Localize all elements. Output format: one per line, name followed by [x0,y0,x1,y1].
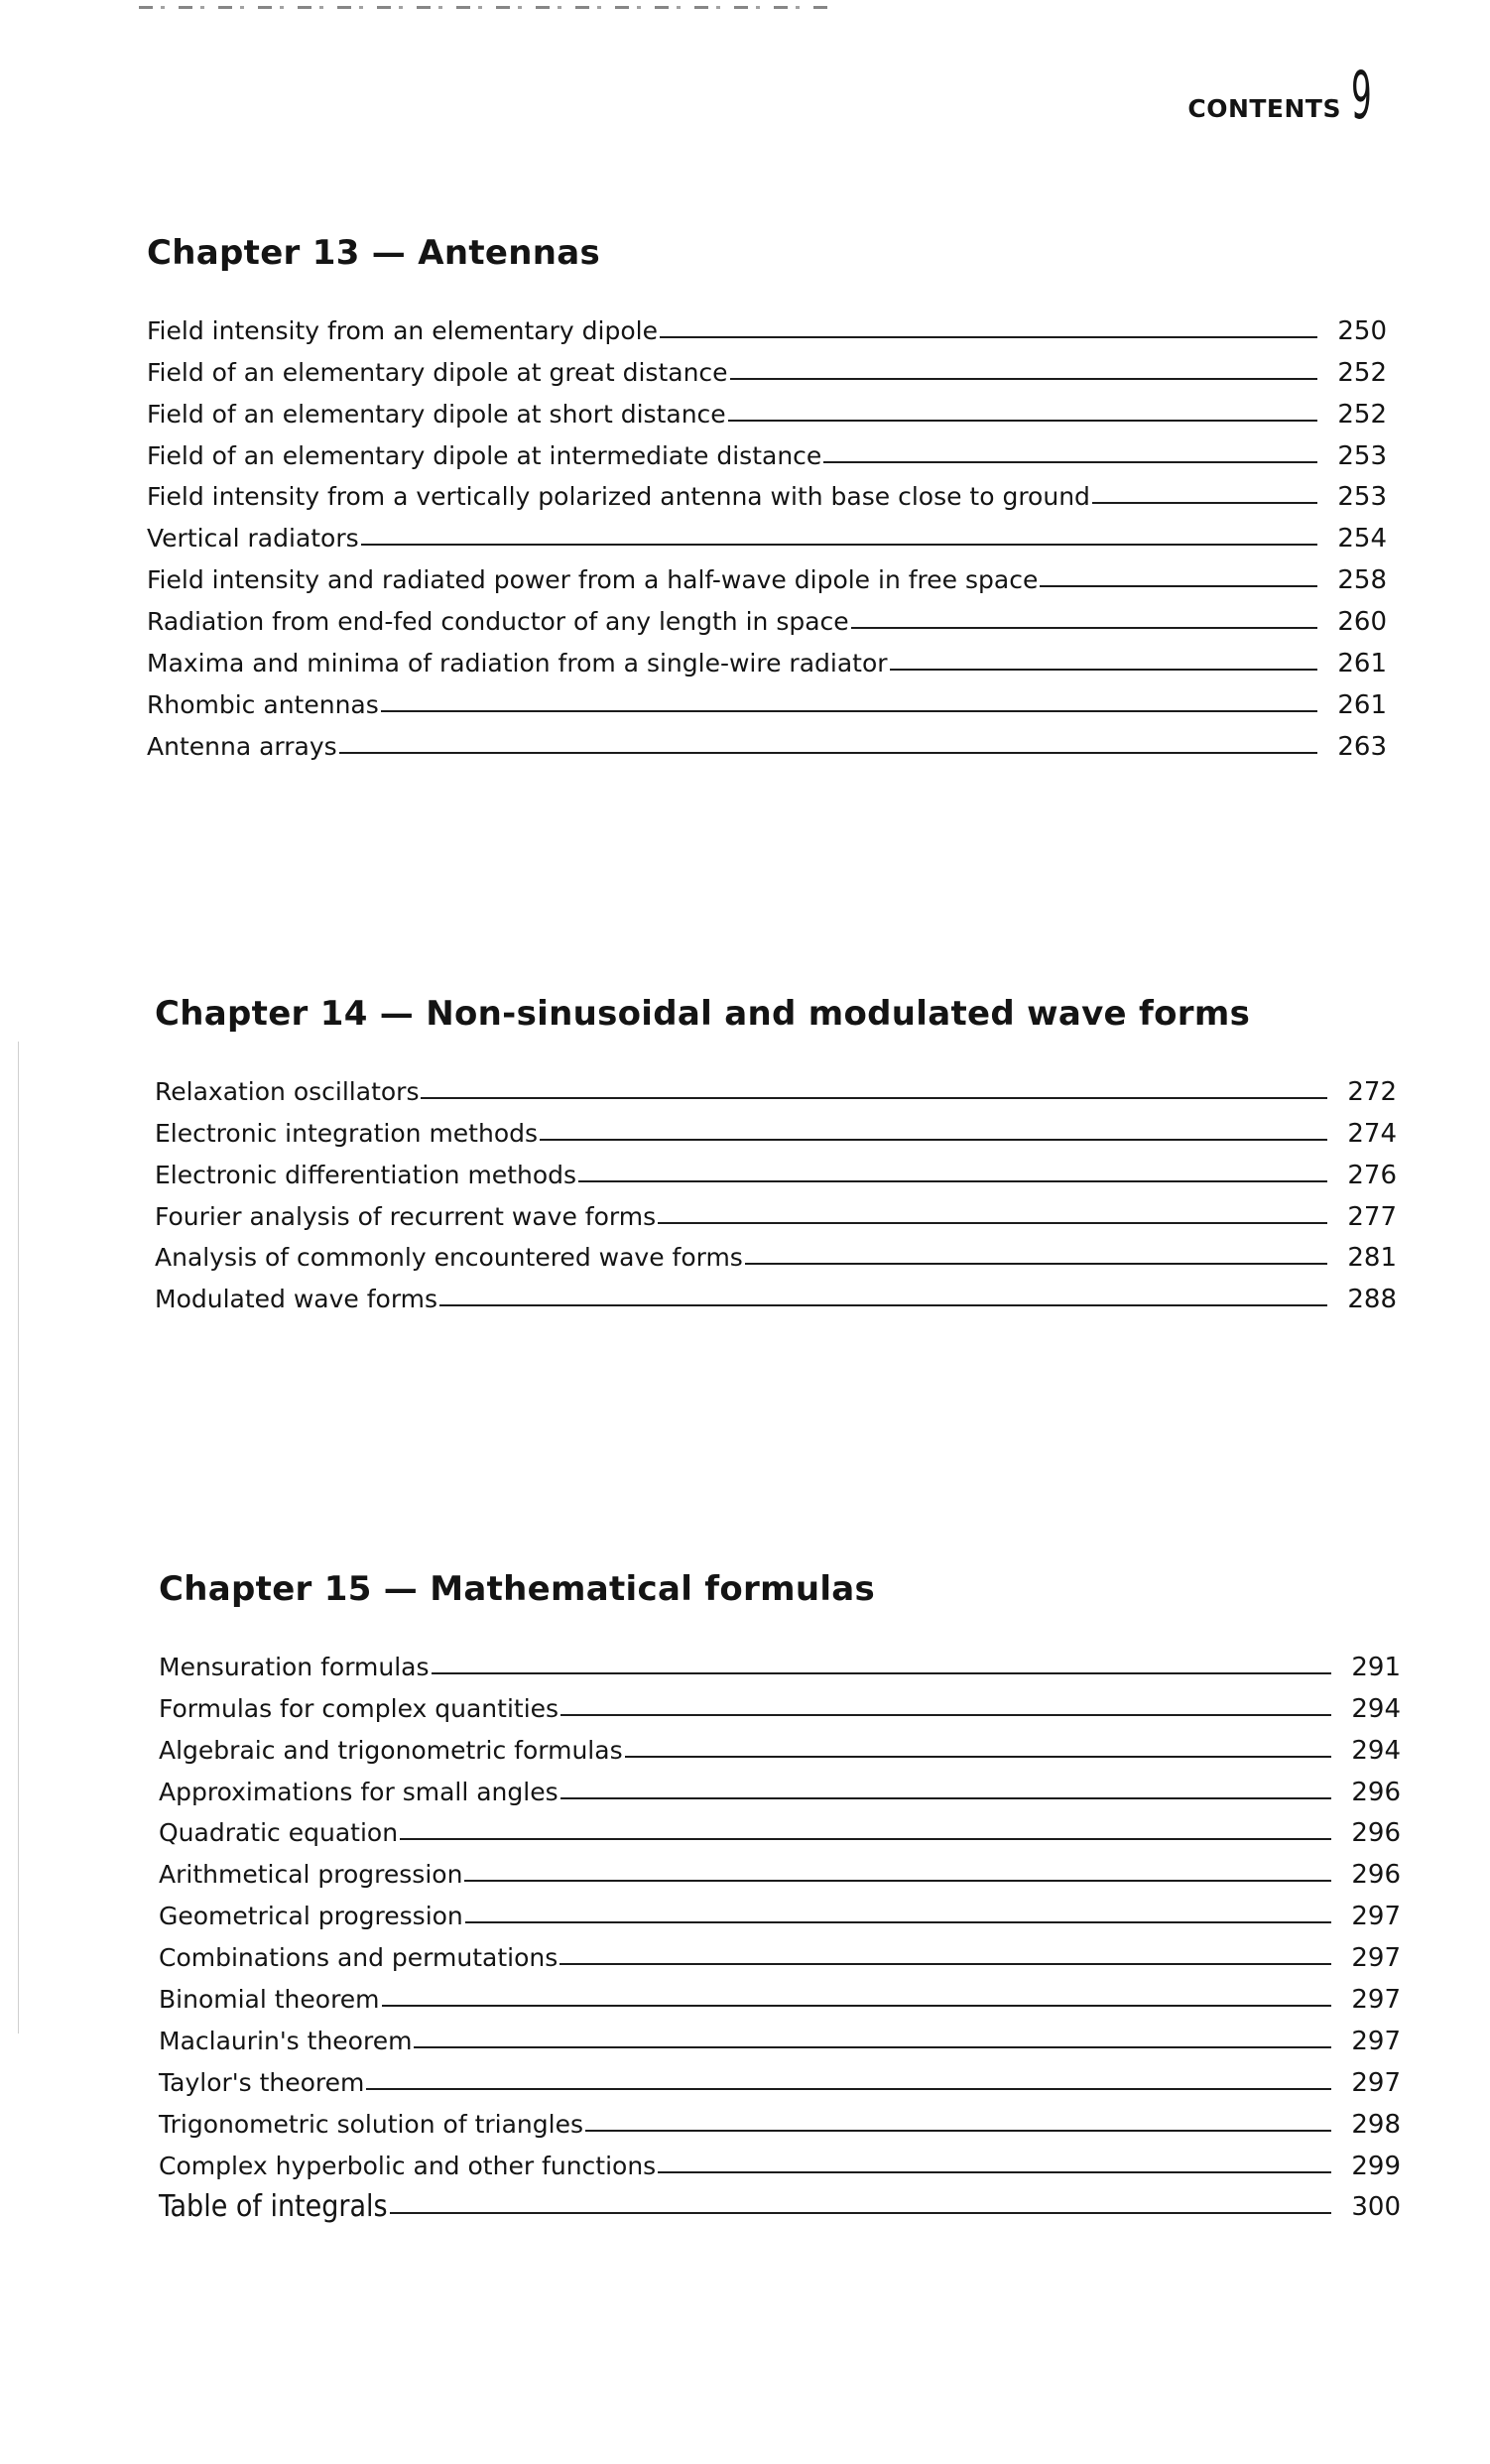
entry-title: Modulated wave forms [155,1285,438,1314]
toc-entry[interactable] [159,2180,1401,2225]
leader-line [465,1921,1331,1923]
toc-entry[interactable] [147,345,1387,387]
leader-line [414,2046,1331,2048]
entry-title: Maclaurin's theorem [159,2026,413,2055]
toc-entry[interactable] [147,387,1387,429]
entry-page-number: 254 [1337,524,1387,554]
entry-page-number: 253 [1337,482,1387,513]
toc-entry[interactable] [159,2014,1401,2055]
leader-line [382,2005,1331,2007]
chapter-heading: Chapter 13 — Antennas [147,233,601,273]
toc-entry[interactable] [155,1148,1397,1189]
toc-entry[interactable] [159,2139,1401,2180]
toc-entry[interactable] [159,1765,1401,1806]
chapter-heading: Chapter 15 — Mathematical formulas [159,1569,876,1609]
leader-line [823,461,1317,463]
entry-title: Field of an elementary dipole at intermediate distance [147,440,822,470]
entry-page-number: 297 [1351,1943,1401,1974]
entry-title: Fourier analysis of recurrent wave forms [155,1201,657,1231]
leader-line [560,1797,1331,1799]
entry-title: Relaxation oscillators [155,1076,420,1106]
entry-page-number: 288 [1347,1285,1397,1315]
entry-title: Binomial theorem [159,1985,380,2015]
leader-line [625,1756,1331,1758]
leader-line [361,544,1317,546]
entry-page-number: 294 [1351,1693,1401,1724]
entry-title: Field of an elementary dipole at short distance [147,399,726,429]
entry-page-number: 261 [1337,649,1387,679]
entry-page-number: 277 [1347,1201,1397,1232]
entry-page-number: 261 [1337,689,1387,720]
page-number: 9 [1351,58,1372,134]
toc-entry[interactable] [147,511,1387,553]
toc-entry[interactable] [155,1106,1397,1148]
entry-title: Electronic integration methods [155,1118,539,1148]
entry-title: Taylor's theorem [159,2067,365,2097]
toc-entry[interactable] [155,1231,1397,1273]
leader-line [400,1838,1331,1840]
toc-entry[interactable] [159,1640,1401,1681]
toc-entry[interactable] [159,2097,1401,2139]
leader-line [1040,585,1317,587]
leader-line [366,2088,1331,2090]
leader-line [585,2130,1331,2132]
leader-line [1092,502,1317,504]
leader-line [381,710,1317,712]
toc-entry-list [147,304,1387,761]
entry-page-number: 272 [1347,1076,1397,1107]
entry-title: Maxima and minima of radiation from a single-wire radiator [147,649,888,678]
leader-line [464,1880,1331,1882]
entry-page-number: 274 [1347,1118,1397,1149]
entry-title: Algebraic and trigonometric formulas [159,1735,623,1765]
entry-title: Combinations and permutations [159,1943,559,1973]
entry-title: Mensuration formulas [159,1652,430,1681]
toc-entry[interactable] [147,594,1387,636]
toc-entry[interactable] [147,304,1387,345]
leader-line [658,2171,1331,2173]
toc-entry[interactable] [147,719,1387,761]
entry-title: Arithmetical progression [159,1860,463,1890]
toc-entry[interactable] [159,1972,1401,2014]
entry-title: Table of integrals [159,2189,388,2225]
entry-title: Electronic differentiation methods [155,1160,577,1189]
entry-title: Field intensity from a vertically polarized antenna with base close to ground [147,482,1090,512]
chapter-heading: Chapter 14 — Non-sinusoidal and modulated wave forms [155,994,1251,1034]
entry-title: Complex hyperbolic and other functions [159,2151,657,2180]
entry-page-number: 296 [1351,1818,1401,1849]
entry-title: Radiation from end-fed conductor of any length in space [147,607,849,637]
entry-page-number: 281 [1347,1243,1397,1274]
entry-title: Field intensity and radiated power from a half-wave dipole in free space [147,565,1039,595]
running-header-label: CONTENTS [1187,94,1341,123]
entry-page-number: 252 [1337,399,1387,430]
toc-entry[interactable] [147,429,1387,470]
leader-line [730,378,1317,380]
toc-entry[interactable] [159,1806,1401,1848]
scan-edge-marks [139,6,833,9]
leader-line [559,1963,1331,1965]
entry-page-number: 294 [1351,1735,1401,1766]
entry-page-number: 296 [1351,1777,1401,1807]
entry-page-number: 260 [1337,607,1387,638]
running-header [1187,58,1379,134]
leader-line [728,420,1317,422]
entry-page-number: 252 [1337,357,1387,388]
entry-title: Rhombic antennas [147,689,379,719]
leader-line [540,1139,1327,1141]
leader-line [560,1714,1331,1716]
entry-page-number: 300 [1351,2192,1401,2223]
entry-title: Field of an elementary dipole at great distance [147,357,728,387]
entry-title: Analysis of commonly encountered wave forms [155,1243,743,1273]
entry-page-number: 299 [1351,2151,1401,2181]
leader-line [851,627,1317,629]
entry-title: Antenna arrays [147,731,337,761]
leader-line [390,2212,1331,2214]
leader-line [745,1263,1327,1265]
entry-page-number: 298 [1351,2109,1401,2140]
entry-page-number: 250 [1337,315,1387,346]
page-margin-line [18,1042,19,2033]
toc-entry[interactable] [147,636,1387,678]
entry-page-number: 297 [1351,2026,1401,2056]
entry-title: Field intensity from an elementary dipole [147,315,658,345]
toc-entry[interactable] [159,1723,1401,1765]
entry-title: Geometrical progression [159,1902,463,1931]
toc-entry[interactable] [159,2055,1401,2097]
leader-line [578,1180,1327,1182]
entry-title: Quadratic equation [159,1818,399,1848]
entry-page-number: 258 [1337,565,1387,596]
leader-line [421,1097,1327,1099]
toc-entry[interactable] [159,1889,1401,1930]
toc-entry-list [155,1064,1397,1313]
leader-line [439,1304,1327,1306]
toc-entry-list [159,1640,1401,2225]
entry-page-number: 297 [1351,1985,1401,2016]
entry-title: Approximations for small angles [159,1777,559,1806]
toc-entry[interactable] [147,470,1387,512]
leader-line [890,669,1317,671]
toc-entry[interactable] [159,1847,1401,1889]
toc-entry[interactable] [159,1681,1401,1723]
entry-page-number: 297 [1351,2067,1401,2098]
entry-page-number: 263 [1337,731,1387,762]
toc-entry[interactable] [155,1064,1397,1106]
entry-title: Trigonometric solution of triangles [159,2109,583,2139]
entry-page-number: 253 [1337,440,1387,471]
entry-title: Formulas for complex quantities [159,1693,559,1723]
entry-title: Vertical radiators [147,524,359,554]
leader-line [339,752,1317,754]
entry-page-number: 297 [1351,1902,1401,1932]
chapter-15-section [159,1568,1401,2225]
entry-page-number: 276 [1347,1160,1397,1190]
toc-entry[interactable] [159,1930,1401,1972]
entry-page-number: 296 [1351,1860,1401,1891]
leader-line [660,336,1317,338]
toc-entry[interactable] [155,1189,1397,1231]
toc-entry[interactable] [147,553,1387,594]
entry-page-number: 291 [1351,1652,1401,1682]
chapter-13-section [147,232,1387,761]
leader-line [658,1222,1327,1224]
toc-entry[interactable] [147,678,1387,719]
toc-entry[interactable] [155,1272,1397,1313]
chapter-14-section [155,993,1397,1313]
leader-line [432,1672,1331,1674]
